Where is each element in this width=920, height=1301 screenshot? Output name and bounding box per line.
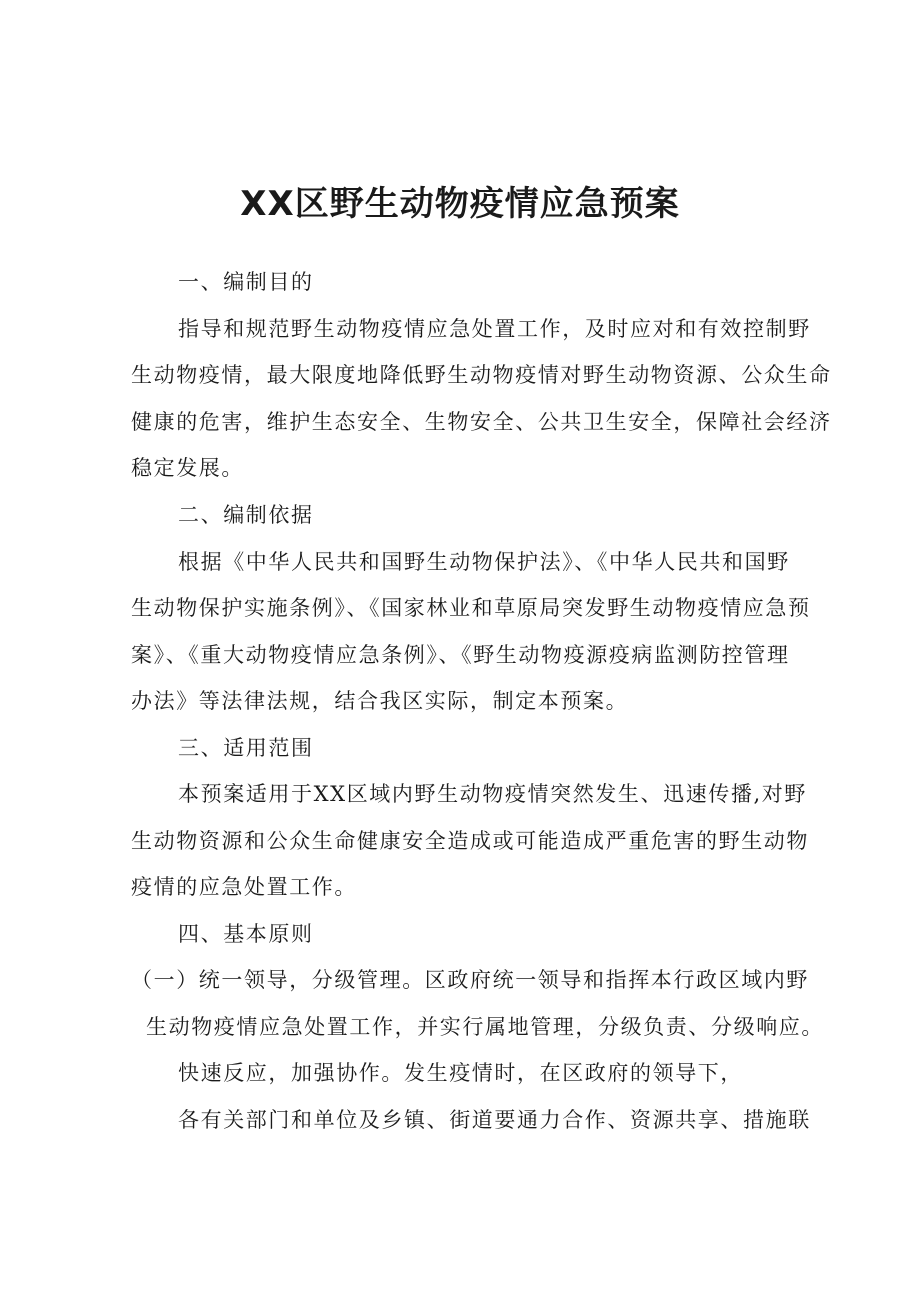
section-heading: 三、适用范围 [178, 736, 314, 760]
paragraph-line: 办法》等法律法规，结合我区实际，制定本预案。 [131, 689, 629, 713]
section-heading: 二、编制依据 [178, 503, 314, 527]
paragraph-line: 快速反应，加强协作。发生疫情时，在区政府的领导下， [178, 1061, 743, 1085]
paragraph-line: 各有关部门和单位及乡镇、街道要通力合作、资源共享、措施联 [178, 1108, 811, 1132]
paragraph-line: 生动物资源和公众生命健康安全造成或可能造成严重危害的野生动物 [131, 829, 809, 853]
paragraph-line: （一）统一领导，分级管理。区政府统一领导和指挥本行政区域内野 [131, 968, 809, 992]
document-title: XX区野生动物疫情应急预案 [240, 184, 680, 224]
paragraph-line: 生动物保护实施条例》、《国家林业和草原局突发野生动物疫情应急预 [131, 596, 811, 620]
section-heading: 四、基本原则 [178, 922, 314, 946]
paragraph-line: 本预案适用于XX区域内野生动物疫情突然发生、迅速传播,对野 [178, 782, 807, 806]
paragraph-line: 生动物疫情，最大限度地降低野生动物疫情对野生动物资源、公众生命 [131, 363, 832, 387]
paragraph-line: 根据《中华人民共和国野生动物保护法》、《中华人民共和国野 [178, 550, 790, 574]
paragraph-line: 稳定发展。 [131, 456, 244, 480]
paragraph-line: 健康的危害，维护生态安全、生物安全、公共卫生安全，保障社会经济 [131, 410, 832, 434]
paragraph-line: 生动物疫情应急处置工作，并实行属地管理，分级负责、分级响应。 [146, 1015, 824, 1039]
paragraph-line: 案》、《重大动物疫情应急条例》、《野生动物疫源疫病监测防控管理 [131, 643, 790, 667]
section-heading: 一、编制目的 [178, 270, 314, 294]
paragraph-line: 疫情的应急处置工作。 [131, 875, 357, 899]
paragraph-line: 指导和规范野生动物疫情应急处置工作，及时应对和有效控制野 [178, 317, 811, 341]
